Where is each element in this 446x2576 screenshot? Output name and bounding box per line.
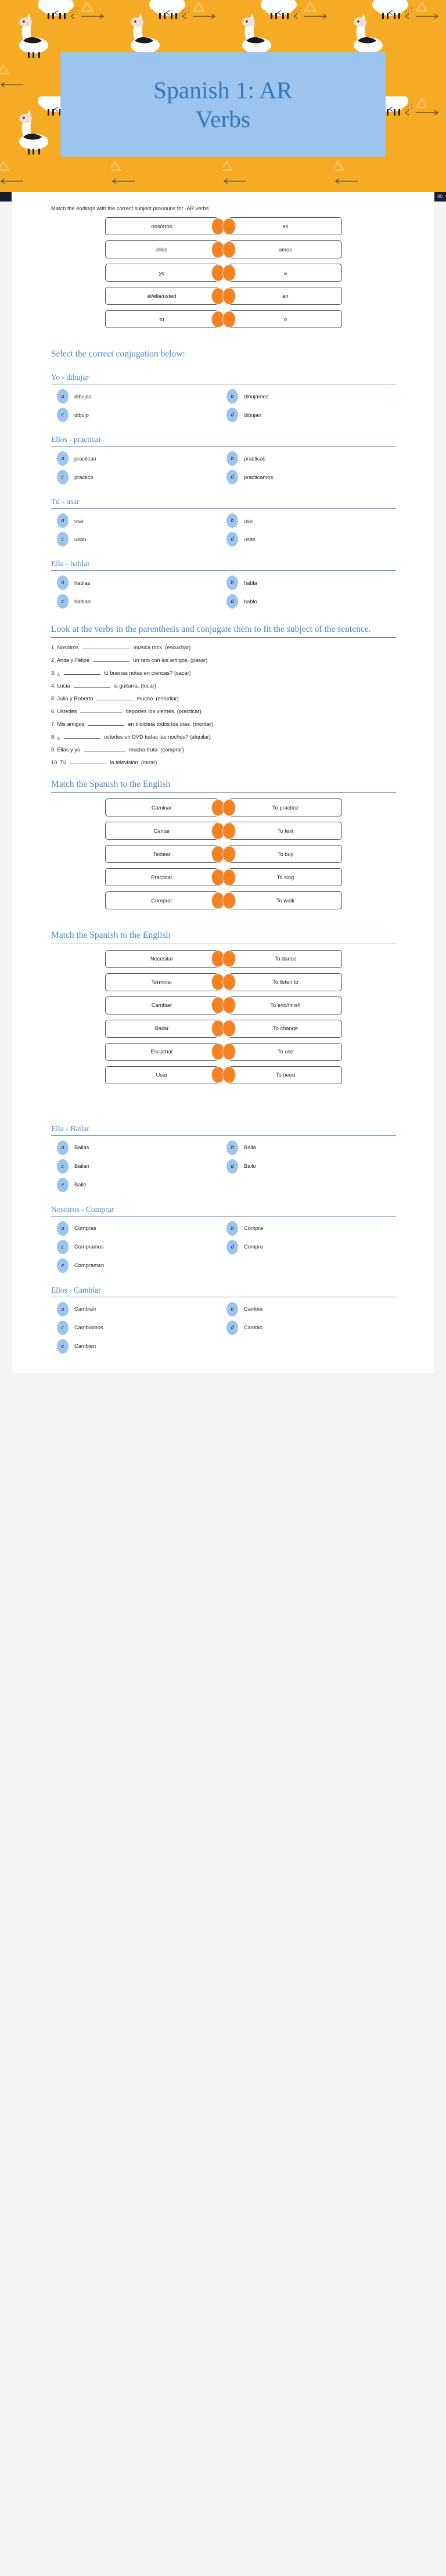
option-c[interactable]: [57, 1159, 226, 1174]
match-row: [51, 287, 396, 305]
fill-blank-item: [51, 707, 396, 714]
sentence-prefix: 4. Lucia: [51, 683, 70, 689]
option-grid: [51, 1302, 396, 1354]
sentence-prefix: 10. Tú: [51, 760, 67, 766]
sentence-suffix: en bicicleta todos los días. (montar): [128, 721, 214, 728]
match-card-left[interactable]: [105, 287, 218, 305]
option-letter-bubble[interactable]: e: [57, 1258, 69, 1273]
match-row: [51, 217, 396, 235]
answer-blank[interactable]: [96, 694, 133, 700]
match-card-label: To sing: [276, 874, 294, 880]
match-card-label: To need: [275, 1072, 296, 1078]
option-letter-bubble[interactable]: c: [57, 1321, 69, 1335]
section-select-conjugation-2: [51, 1124, 396, 1354]
option-label: Cambia: [244, 1306, 263, 1312]
connector-dot-icon[interactable]: [222, 1044, 236, 1060]
option-label: Compra: [244, 1225, 264, 1232]
match-card-left[interactable]: [105, 264, 218, 282]
sentence-suffix: mucho. (estudiar): [136, 696, 179, 702]
connector-dot-icon[interactable]: [222, 264, 236, 281]
fill-blank-item: [51, 745, 396, 753]
option-a[interactable]: [57, 451, 226, 466]
multiple-choice-question: [51, 1124, 396, 1192]
option-grid: [51, 389, 396, 422]
section-match-pronouns: [51, 205, 396, 328]
section-match-english-2: [51, 930, 396, 1084]
option-grid: [51, 513, 396, 546]
option-letter-bubble[interactable]: d: [226, 532, 238, 546]
option-label: Compro: [244, 1244, 264, 1250]
option-e[interactable]: [57, 1178, 226, 1192]
option-label: practico: [74, 474, 93, 480]
option-b[interactable]: [226, 451, 396, 466]
option-letter-bubble[interactable]: c: [57, 470, 69, 484]
answer-blank[interactable]: [80, 707, 122, 713]
match-row: [51, 1066, 396, 1084]
match-card-label: Practicar: [151, 874, 172, 880]
divider: [51, 570, 396, 571]
match-card-label: as: [282, 223, 289, 229]
option-letter-bubble[interactable]: b: [226, 513, 238, 528]
match-card-left[interactable]: [105, 996, 218, 1014]
match-card-left[interactable]: [105, 1020, 218, 1038]
option-c[interactable]: [57, 470, 226, 484]
match-card-label: Necesitar: [150, 956, 174, 962]
page-title-line-1: Spanish 1: AR: [153, 76, 293, 103]
option-label: Baila: [244, 1145, 256, 1151]
fill-blank-item: [51, 758, 396, 765]
match-card-label: Cantar: [153, 828, 170, 834]
sentence-suffix: música rock. (escuchar): [133, 645, 191, 651]
option-label: dibujo: [74, 412, 89, 418]
section-match-english-1: [51, 779, 396, 909]
option-label: hablan: [74, 598, 91, 605]
instruction-fill-in-the-blank: Look at the verbs in the parenthesis and conjugate them to fit the subject of the sentence.: [51, 624, 371, 635]
match-pairs-pronouns: [51, 217, 396, 328]
match-card-right[interactable]: [229, 950, 342, 968]
hero-banner: [0, 0, 446, 192]
option-letter-bubble[interactable]: c: [57, 1159, 69, 1174]
answer-blank[interactable]: [93, 656, 130, 662]
question-prompt: Ellos - practicar: [51, 435, 102, 444]
divider: [51, 637, 396, 638]
option-label: practicas: [244, 455, 266, 462]
answer-blank[interactable]: [84, 745, 125, 751]
answer-blank[interactable]: [82, 643, 130, 649]
option-letter-bubble[interactable]: b: [226, 389, 238, 404]
option-letter-bubble[interactable]: a: [57, 575, 69, 590]
option-letter-bubble[interactable]: d: [226, 1159, 238, 1174]
option-letter-bubble[interactable]: c: [57, 594, 69, 609]
fill-blank-list: [51, 643, 396, 765]
option-d[interactable]: [226, 408, 396, 422]
option-label: hablas: [74, 580, 91, 586]
option-a[interactable]: [57, 1141, 226, 1155]
option-label: habla: [244, 580, 257, 586]
match-row: [51, 798, 396, 816]
connector-dot-icon[interactable]: [222, 241, 236, 258]
option-b[interactable]: [226, 1302, 396, 1316]
option-label: dibujan: [244, 412, 261, 418]
instruction-match-english-2: Match the Spanish to the English: [51, 930, 171, 941]
option-letter-bubble[interactable]: c: [57, 1240, 69, 1254]
option-c[interactable]: [57, 1321, 226, 1335]
option-empty: [226, 1339, 396, 1354]
option-label: practicamos: [244, 474, 274, 480]
match-card-label: Comprar: [151, 897, 172, 904]
option-empty: [226, 1258, 396, 1273]
option-letter-bubble[interactable]: b: [226, 1141, 238, 1155]
match-row: [51, 822, 396, 840]
match-card-left[interactable]: [105, 891, 218, 909]
match-card-right[interactable]: [229, 798, 342, 816]
instruction-match-pronouns: Match the endings with the correct subject pronouns for -AR verbs: [51, 205, 209, 211]
match-card-right[interactable]: [229, 996, 342, 1014]
match-card-left[interactable]: [105, 822, 218, 840]
divider: [51, 446, 396, 447]
multiple-choice-group-2: [51, 1124, 396, 1354]
fill-blank-item: [51, 681, 396, 689]
fill-blank-item: [51, 719, 396, 727]
connector-dot-icon[interactable]: [222, 1020, 236, 1037]
connector-dot-icon[interactable]: [222, 1067, 236, 1084]
option-d[interactable]: [226, 1240, 396, 1254]
option-letter-bubble[interactable]: d: [226, 1240, 238, 1254]
match-card-left[interactable]: [105, 240, 218, 258]
question-prompt: Nosotros - Comprar: [51, 1204, 114, 1214]
worksheet-page: [12, 192, 434, 1373]
option-label: Bailan: [74, 1163, 89, 1170]
option-a[interactable]: [57, 1221, 226, 1236]
match-card-label: To buy: [277, 851, 294, 857]
match-card-right[interactable]: [229, 310, 342, 328]
match-card-label: yo: [159, 269, 165, 276]
match-card-label: Usar: [156, 1072, 168, 1078]
option-a[interactable]: [57, 389, 226, 404]
option-label: Compramos: [74, 1244, 104, 1250]
option-letter-bubble[interactable]: b: [226, 575, 238, 590]
option-letter-bubble[interactable]: a: [57, 451, 69, 466]
match-card-left[interactable]: [105, 868, 218, 886]
option-label: dibujamos: [244, 393, 269, 400]
match-card-right[interactable]: [229, 973, 342, 991]
option-b[interactable]: [226, 389, 396, 404]
option-label: Bailo: [244, 1163, 256, 1170]
option-b[interactable]: [226, 513, 396, 528]
match-card-label: él/ella/usted: [147, 293, 177, 299]
match-card-label: To practice: [272, 804, 298, 811]
connector-dot-icon[interactable]: [222, 846, 236, 862]
option-c[interactable]: [57, 1240, 226, 1254]
option-label: Compraman: [74, 1262, 105, 1269]
answer-blank[interactable]: [88, 719, 124, 726]
instruction-select-conjugation: Select the correct conjugation below:: [51, 349, 185, 359]
sentence-suffix: ustedes un DVD todas las noches? (alquilar): [104, 734, 211, 740]
divider: [51, 508, 396, 509]
match-card-left[interactable]: [105, 1043, 218, 1061]
match-card-label: Caminar: [151, 804, 172, 811]
sentence-prefix: 8. ¿: [51, 734, 61, 740]
option-label: Bailas: [74, 1145, 89, 1151]
option-label: uso: [244, 517, 253, 524]
option-label: usa: [74, 517, 83, 524]
match-row: [51, 845, 396, 863]
match-card-label: To end/finish: [270, 1002, 301, 1009]
match-card-label: To walk: [276, 897, 294, 904]
sentence-suffix: mucha fruta. (comprar): [129, 747, 184, 753]
match-card-label: Terminar: [151, 979, 172, 985]
match-card-label: To dance: [274, 956, 297, 962]
option-letter-bubble[interactable]: b: [226, 451, 238, 466]
option-label: usan: [74, 536, 87, 542]
sentence-prefix: 2. Anita y Felipe: [51, 657, 90, 664]
page-title-line-2: Verbs: [195, 106, 251, 132]
match-pairs-english-1: [51, 798, 396, 909]
multiple-choice-question: [51, 559, 396, 609]
multiple-choice-question: [51, 1205, 396, 1273]
fill-blank-item: [51, 656, 396, 663]
match-card-label: amos: [279, 246, 292, 253]
match-card-right[interactable]: [229, 891, 342, 909]
option-a[interactable]: [57, 1302, 226, 1316]
match-card-label: nosotros: [151, 223, 172, 229]
match-pairs-english-2: [51, 950, 396, 1084]
option-letter-bubble[interactable]: a: [57, 513, 69, 528]
option-d[interactable]: [226, 532, 396, 546]
sentence-prefix: 1. Nosotros: [51, 645, 79, 651]
option-b[interactable]: [226, 1221, 396, 1236]
divider: [51, 792, 396, 793]
sentence-prefix: 3. ¿: [51, 670, 61, 677]
option-label: Cambian: [74, 1306, 96, 1312]
option-label: Baile: [74, 1182, 87, 1188]
match-card-left[interactable]: [105, 845, 218, 863]
option-letter-bubble[interactable]: e: [57, 1339, 69, 1354]
sentence-suffix: la guitarra. (tocar): [113, 683, 156, 689]
option-empty: [226, 1178, 396, 1192]
match-row: [51, 996, 396, 1014]
option-letter-bubble[interactable]: d: [226, 408, 238, 422]
sentence-suffix: la televisión. (mirar): [110, 760, 157, 766]
option-label: Cambien: [74, 1343, 96, 1350]
multiple-choice-group-1: [51, 373, 396, 609]
answer-blank[interactable]: [64, 668, 100, 675]
option-d[interactable]: [226, 594, 396, 609]
match-card-right[interactable]: [229, 264, 342, 282]
match-card-right[interactable]: [229, 240, 342, 258]
match-card-label: an: [282, 293, 289, 299]
option-letter-bubble[interactable]: d: [226, 594, 238, 609]
match-card-label: Escuchar: [150, 1049, 173, 1055]
option-grid: [51, 1221, 396, 1273]
connector-dot-icon[interactable]: [222, 974, 236, 991]
option-label: usas: [244, 536, 256, 542]
page-title: [153, 75, 293, 134]
match-card-label: Textear: [153, 851, 171, 857]
browser-right-label: 80: [437, 194, 443, 199]
option-letter-bubble[interactable]: b: [226, 1302, 238, 1316]
option-letter-bubble[interactable]: d: [226, 1321, 238, 1335]
option-d[interactable]: [226, 470, 396, 484]
match-card-left[interactable]: [105, 950, 218, 968]
multiple-choice-question: [51, 435, 396, 484]
fill-blank-item: [51, 643, 396, 650]
option-c[interactable]: [57, 532, 226, 546]
match-card-label: tú: [159, 316, 164, 322]
option-label: hablo: [244, 598, 257, 605]
match-card-left[interactable]: [105, 798, 218, 816]
question-prompt: Ellos - Cambiar: [51, 1285, 101, 1294]
section-fill-in-the-blank: [51, 624, 396, 765]
option-grid: [51, 1141, 396, 1192]
sentence-suffix: deportes los viernes. (practicar): [125, 708, 202, 715]
option-letter-bubble[interactable]: b: [226, 1221, 238, 1236]
fill-blank-item: [51, 668, 396, 676]
match-card-label: To listen to: [272, 979, 298, 985]
divider: [51, 1216, 396, 1217]
match-card-label: o: [283, 316, 287, 322]
match-card-left[interactable]: [105, 973, 218, 991]
hero-title-box: [60, 52, 386, 157]
option-d[interactable]: [226, 1321, 396, 1335]
option-e[interactable]: [57, 1339, 226, 1354]
question-prompt: Tú - usar: [51, 497, 80, 506]
answer-blank[interactable]: [74, 681, 110, 688]
option-b[interactable]: [226, 575, 396, 590]
match-card-label: To use: [277, 1049, 294, 1055]
sentence-prefix: 9. Ellas y yo: [51, 747, 81, 753]
match-card-right[interactable]: [229, 1020, 342, 1038]
answer-blank[interactable]: [70, 758, 106, 764]
connector-dot-icon[interactable]: [222, 822, 236, 839]
sentence-prefix: 6. Ustedes: [51, 708, 77, 715]
option-grid: [51, 451, 396, 484]
fill-blank-item: [51, 732, 396, 740]
instruction-match-english-1: Match the Spanish to the English: [51, 779, 171, 790]
match-card-left[interactable]: [105, 1066, 218, 1084]
connector-dot-icon[interactable]: [222, 997, 236, 1014]
sentence-suffix: tú buenas notas en ciencas? (sacar): [104, 670, 191, 677]
fill-blank-item: [51, 694, 396, 701]
match-row: [51, 240, 396, 258]
match-card-label: To change: [273, 1026, 298, 1032]
match-card-label: ellos: [156, 246, 168, 253]
question-prompt: Ella - Bailar: [51, 1124, 89, 1133]
match-card-right[interactable]: [229, 845, 342, 863]
option-letter-bubble[interactable]: a: [57, 1141, 69, 1155]
question-prompt: Yo - dibujar: [51, 373, 89, 382]
option-label: Compras: [74, 1225, 96, 1232]
divider: [51, 1135, 396, 1136]
sentence-prefix: 7. Mis amigos: [51, 721, 85, 728]
sentence-suffix: un rato con los amigos. (pasar): [133, 657, 208, 664]
option-letter-bubble[interactable]: a: [57, 1302, 69, 1316]
match-row: [51, 1020, 396, 1038]
option-c[interactable]: [57, 594, 226, 609]
match-card-label: To text: [277, 828, 294, 834]
match-card-label: a: [283, 269, 287, 276]
option-letter-bubble[interactable]: c: [57, 532, 69, 546]
option-letter-bubble[interactable]: e: [57, 1178, 69, 1192]
option-label: practican: [74, 455, 96, 462]
option-label: dibujas: [74, 393, 92, 400]
match-card-label: Bailar: [154, 1026, 169, 1032]
match-card-right[interactable]: [229, 868, 342, 886]
answer-blank[interactable]: [64, 732, 100, 739]
match-card-left[interactable]: [105, 310, 218, 328]
option-label: Cambio: [244, 1325, 263, 1331]
match-card-label: Cambiar: [151, 1002, 172, 1009]
option-letter-bubble[interactable]: d: [226, 470, 238, 484]
multiple-choice-question: [51, 1286, 396, 1354]
connector-dot-icon[interactable]: [222, 951, 236, 967]
connector-dot-icon[interactable]: [222, 799, 236, 816]
option-letter-bubble[interactable]: c: [57, 408, 69, 422]
option-letter-bubble[interactable]: a: [57, 389, 69, 404]
option-a[interactable]: [57, 513, 226, 528]
option-c[interactable]: [57, 408, 226, 422]
match-row: [51, 264, 396, 282]
match-row: [51, 868, 396, 886]
match-row: [51, 950, 396, 968]
match-card-left[interactable]: [105, 217, 218, 235]
match-card-right[interactable]: [229, 217, 342, 235]
option-d[interactable]: [226, 1159, 396, 1174]
multiple-choice-question: [51, 373, 396, 422]
multiple-choice-question: [51, 497, 396, 546]
match-card-right[interactable]: [229, 1066, 342, 1084]
connector-dot-icon[interactable]: [222, 218, 236, 235]
option-e[interactable]: [57, 1258, 226, 1273]
option-grid: [51, 575, 396, 609]
match-row: [51, 891, 396, 909]
question-prompt: Ella - hablar: [51, 559, 90, 569]
connector-dot-icon[interactable]: [222, 892, 236, 909]
option-label: Cambiamos: [74, 1325, 103, 1331]
match-card-right[interactable]: [229, 822, 342, 840]
option-b[interactable]: [226, 1141, 396, 1155]
option-a[interactable]: [57, 575, 226, 590]
connector-dot-icon[interactable]: [222, 311, 236, 328]
connector-dot-icon[interactable]: [222, 869, 236, 886]
sentence-prefix: 5. Julia y Roberto: [51, 696, 93, 702]
section-select-conjugation: [51, 348, 396, 609]
match-card-right[interactable]: [229, 1043, 342, 1061]
match-row: [51, 1043, 396, 1061]
option-letter-bubble[interactable]: a: [57, 1221, 69, 1236]
match-row: [51, 973, 396, 991]
match-card-right[interactable]: [229, 287, 342, 305]
match-row: [51, 310, 396, 328]
connector-dot-icon[interactable]: [222, 287, 236, 304]
